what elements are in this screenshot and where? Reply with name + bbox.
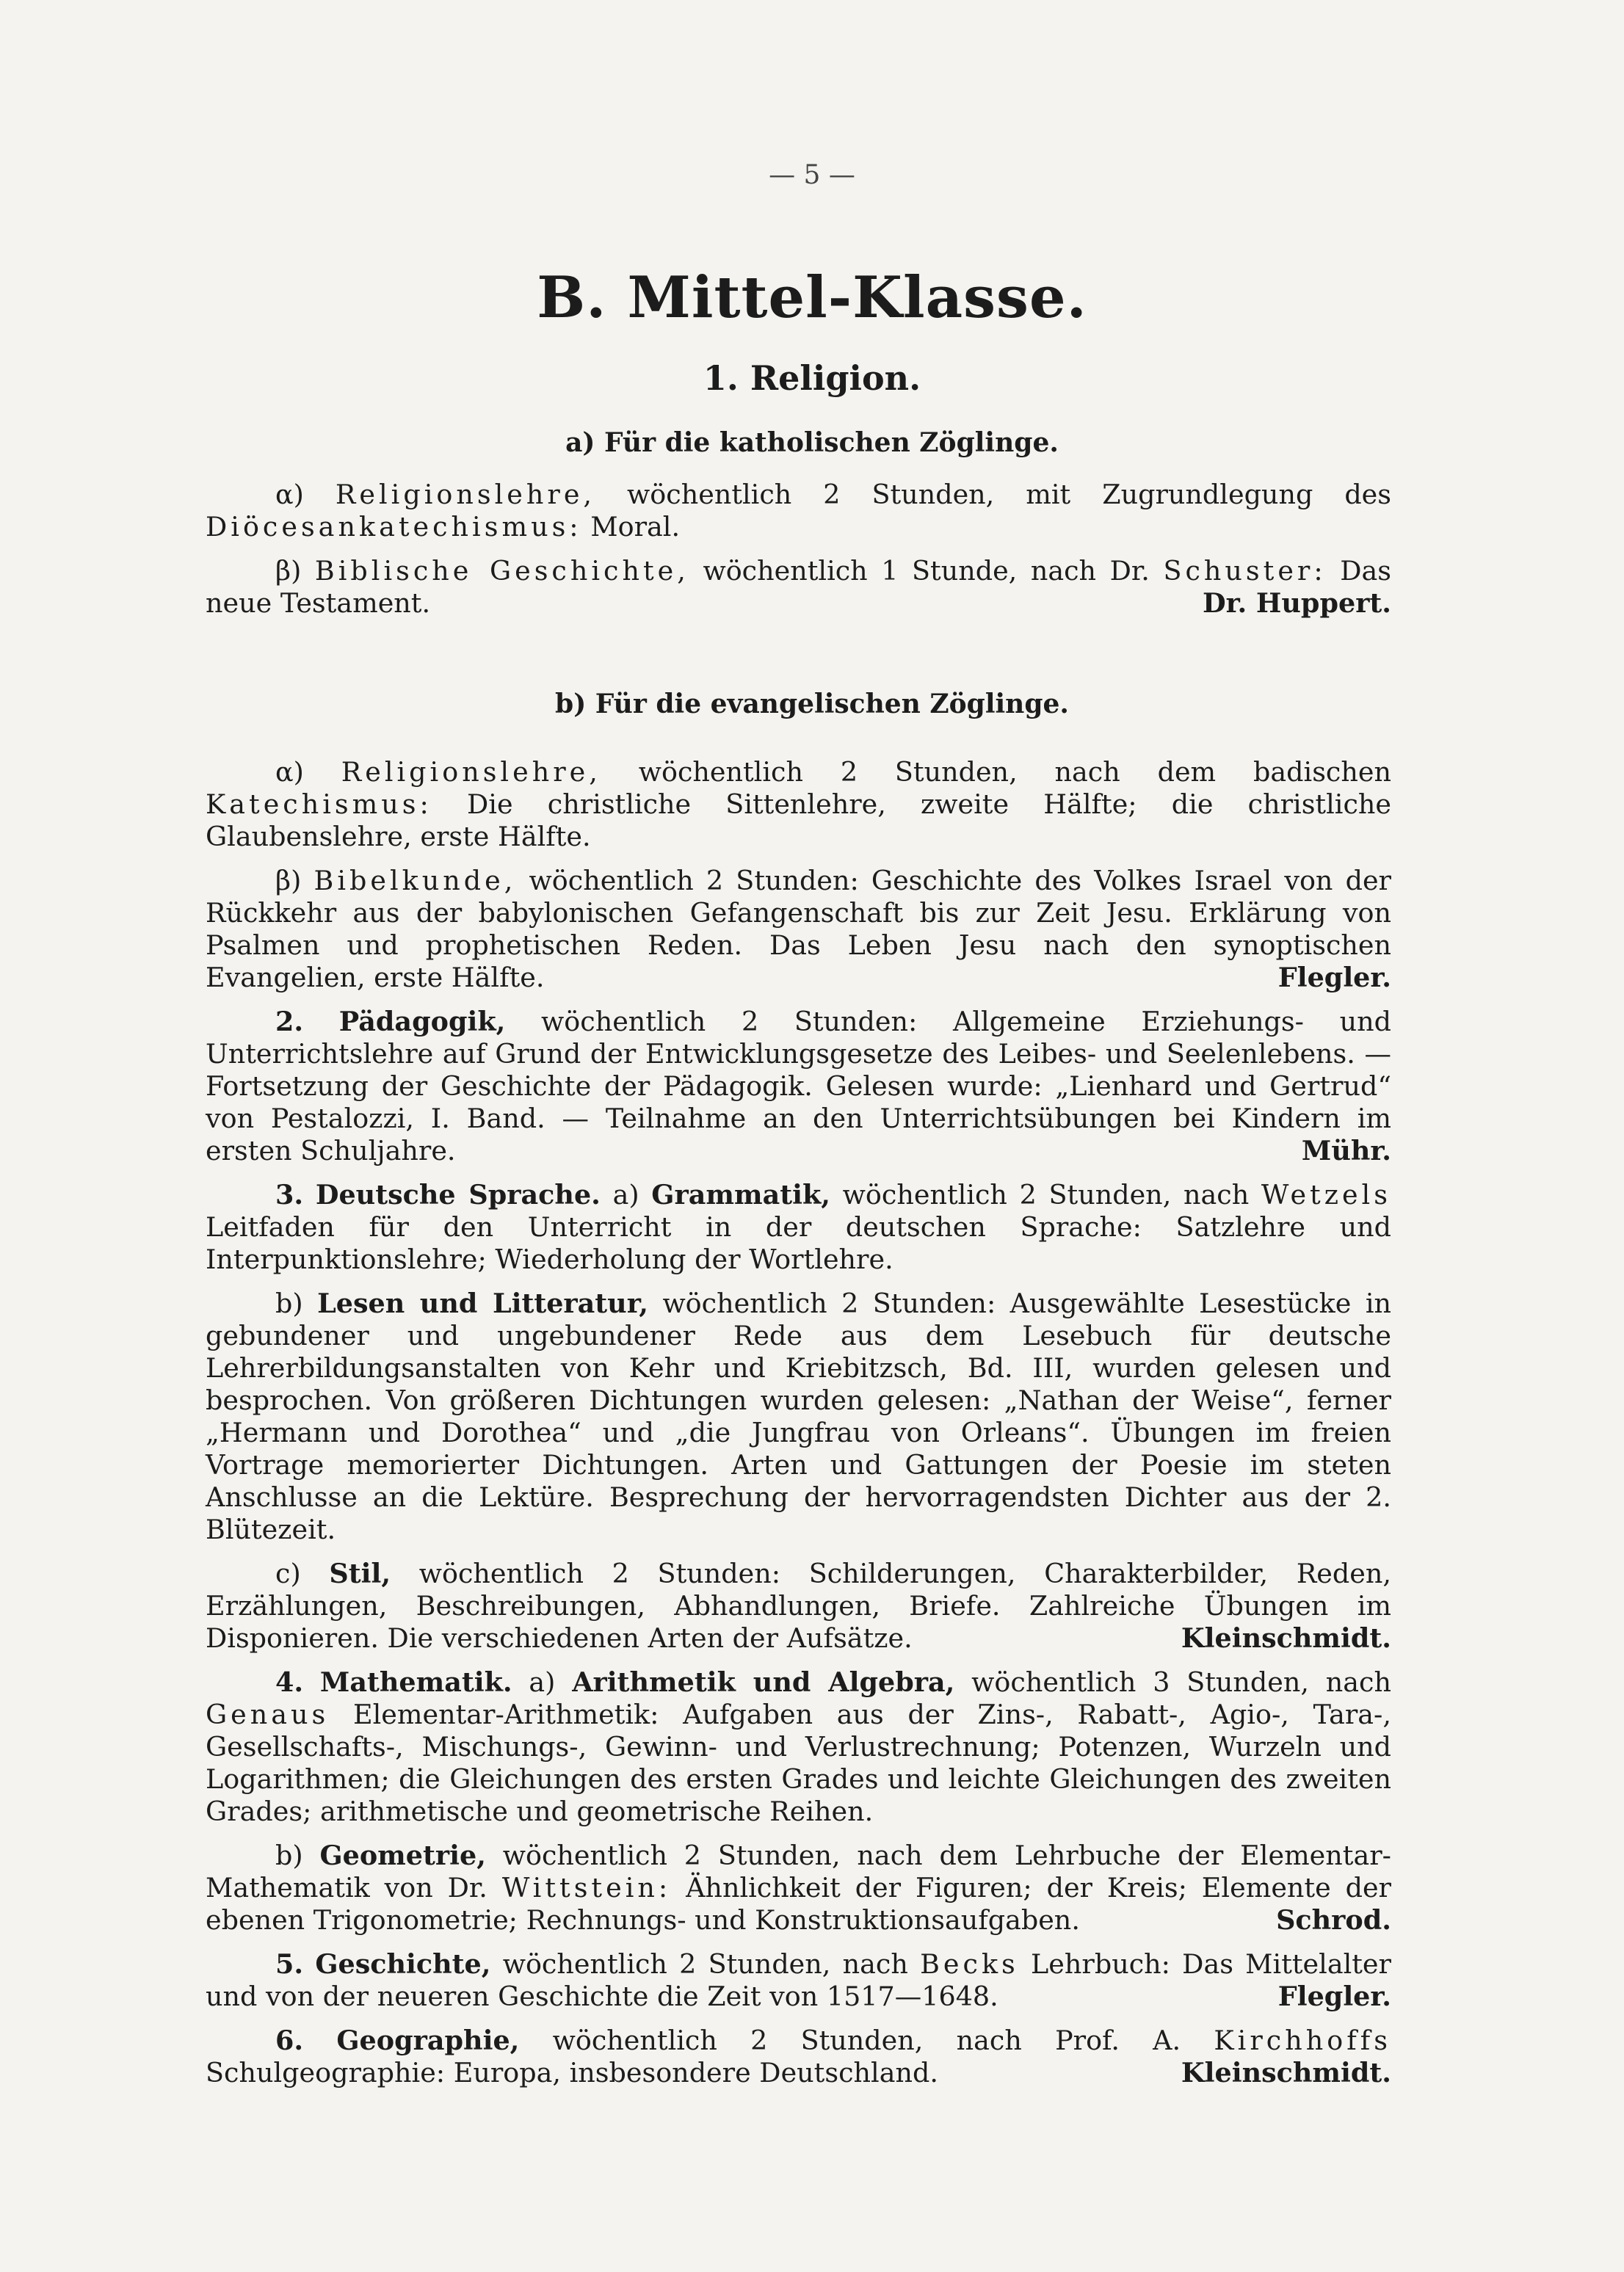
teacher-signature: Schrod.	[1276, 1904, 1391, 1936]
catholic-beta-paragraph	[206, 555, 1391, 620]
teacher-signature: Kleinschmidt.	[1181, 1622, 1391, 1654]
section-number: 3.	[275, 1179, 304, 1211]
page-title: B. Mittel-Klasse.	[537, 264, 1087, 331]
author-name: Kirchhoffs	[1214, 2025, 1391, 2056]
section-number: 2.	[275, 1006, 304, 1037]
catholic-alpha-paragraph	[206, 479, 1391, 543]
beta-label: β)	[275, 555, 302, 587]
main-body	[206, 756, 1391, 2101]
paragraph-text: Leitfaden für den Unterricht in der deutschen Sprache: Satzlehre und Interpunktionslehre; Wiederholung der Wortlehre.	[206, 1211, 1391, 1275]
paragraph-text: wöchentlich 3 Stunden, nach	[971, 1666, 1392, 1698]
paragraph-text: Schulgeographie: Europa, insbesondere Deutschland.	[206, 2057, 938, 2088]
teacher-signature: Dr. Huppert.	[1202, 587, 1391, 619]
paragraph-text: wöchentlich 2 Stunden, nach	[502, 1948, 908, 1980]
beta-label: β)	[275, 865, 302, 896]
item-label: c)	[275, 1558, 301, 1589]
item-heading: Lesen und Litteratur,	[317, 1288, 648, 1319]
religionslehre-term: Religionslehre,	[335, 479, 596, 510]
katechismus-term: Katechismus:	[206, 788, 432, 820]
catholic-subheading: a) Für die katholischen Zöglinge.	[565, 427, 1059, 458]
author-name: Wittstein:	[501, 1872, 672, 1903]
paragraph-text: Die christliche Sittenlehre, zweite Hälfte; die christliche Glaubenslehre, erste Hälfte.	[206, 788, 1392, 852]
author-name: Wetzels	[1261, 1179, 1391, 1211]
teacher-signature: Flegler.	[1277, 962, 1391, 993]
section-number: 4.	[275, 1666, 304, 1698]
section-heading: Pädagogik,	[338, 1006, 506, 1037]
page-number: — 5 —	[769, 160, 855, 190]
author-name: Genaus	[206, 1699, 330, 1730]
alpha-label: α)	[275, 479, 304, 510]
section-heading: Geschichte,	[315, 1948, 491, 1980]
author-name: Schuster:	[1163, 555, 1327, 587]
deutsch-lesen-paragraph	[206, 1288, 1391, 1546]
katechismus-term: Diöcesankatechismus:	[206, 511, 582, 542]
evangelical-alpha-paragraph	[206, 756, 1391, 853]
paragraph-text: wöchentlich 1 Stunde, nach Dr.	[703, 555, 1150, 587]
paragraph-text: wöchentlich 2 Stunden: Ausgewählte Lesestücke in gebundener und ungebundener Rede aus dem Lesebuch für deutsche Lehrerbildungsanstalten von Kehr und Kriebitzsch, Bd. III, wurden gelesen und besprochen. Von größeren Dichtungen wurden gelesen: „Nathan der Weise“, ferner „Hermann und Dorothea“ und „die Jungfrau von Orleans“. Übungen im freien Vortrage memorierter Dichtungen. Arten und Gattungen der Poesie im steten Anschlusse an die Lektüre. Besprechung der hervorragendsten Dichter aus der 2. Blütezeit.	[206, 1288, 1391, 1545]
deutsch-stil-paragraph	[206, 1558, 1391, 1655]
paragraph-text: Ähnlichkeit der Figuren; der Kreis; Elemente der ebenen Trigonometrie; Rechnungs- und Konstruktionsaufgaben.	[206, 1872, 1391, 1936]
section-number: 6.	[275, 2025, 304, 2056]
author-name: Becks	[920, 1948, 1019, 1980]
religionslehre-term: Religionslehre,	[341, 756, 601, 788]
paragraph-text: Elementar-Arithmetik: Aufgaben aus der Zins-, Rabatt-, Agio-, Tara-, Gesellschafts-, Mischungs-, Gewinn- und Verlustrechnung; Potenzen, Wurzeln und Logarithmen; die Gleichungen des ersten Grades und leichte Gleichungen des zweiten Grades; arithmetische und geometrische Reihen.	[206, 1699, 1391, 1827]
item-label: b)	[275, 1840, 303, 1871]
evangelical-beta-paragraph	[206, 865, 1391, 994]
paedagogik-paragraph	[206, 1006, 1391, 1167]
geschichte-paragraph	[206, 1948, 1391, 2013]
paragraph-text: wöchentlich 2 Stunden: Allgemeine Erziehungs- und Unterrichtslehre auf Grund der Entwicklungsgesetze des Leibes- und Seelenlebens. — Fortsetzung der Geschichte der Pädagogik. Gelesen wurde: „Lienhard und Gertrud“ von Pestalozzi, I. Band. — Teilnahme an den Unterrichtsübungen bei Kindern im ersten Schuljahre.	[206, 1006, 1391, 1166]
item-heading: Geometrie,	[319, 1840, 486, 1871]
religion-heading: 1. Religion.	[703, 358, 921, 398]
paragraph-text: wöchentlich 2 Stunden: Schilderungen, Charakterbilder, Reden, Erzählungen, Beschreibungen, Abhandlungen, Briefe. Zahlreiche Übungen im Disponieren. Die verschiedenen Arten der Aufsätze.	[206, 1558, 1391, 1654]
deutsch-grammatik-paragraph	[206, 1179, 1391, 1276]
paragraph-text: wöchentlich 2 Stunden, nach Prof. A.	[552, 2025, 1181, 2056]
mathematik-arithmetik-paragraph	[206, 1666, 1391, 1828]
section-heading: Mathematik.	[319, 1666, 512, 1698]
catholic-section	[206, 479, 1391, 631]
alpha-label: α)	[275, 756, 304, 788]
paragraph-text: Das neue Testament.	[206, 555, 1392, 619]
evangelical-subheading: b) Für die evangelischen Zöglinge.	[555, 689, 1069, 719]
paragraph-text: wöchentlich 2 Stunden, nach dem badischen	[638, 756, 1391, 788]
paragraph-text: wöchentlich 2 Stunden, mit Zugrundlegung des	[627, 479, 1392, 510]
teacher-signature: Mühr.	[1301, 1135, 1391, 1166]
section-heading: Deutsche Sprache.	[315, 1179, 601, 1211]
teacher-signature: Flegler.	[1277, 1981, 1391, 2012]
bibelkunde-term: Bibelkunde,	[313, 865, 517, 896]
paragraph-text: wöchentlich 2 Stunden, nach dem Lehrbuche der Elementar-Mathematik von Dr.	[206, 1840, 1391, 1903]
paragraph-text: Moral.	[590, 511, 681, 542]
geographie-paragraph	[206, 2025, 1391, 2089]
mathematik-geometrie-paragraph	[206, 1840, 1391, 1937]
paragraph-text: Lehrbuch: Das Mittelalter und von der neueren Geschichte die Zeit von 1517—1648.	[206, 1948, 1391, 2012]
item-heading: Arithmetik und Algebra,	[572, 1666, 955, 1698]
paragraph-text: wöchentlich 2 Stunden: Geschichte des Volkes Israel von der Rückkehr aus der babylonischen Gefangenschaft bis zur Zeit Jesu. Erklärung von Psalmen und prophetischen Reden. Das Leben Jesu nach den synoptischen Evangelien, erste Hälfte.	[206, 865, 1392, 993]
section-number: 5.	[275, 1948, 304, 1980]
biblische-geschichte-term: Biblische Geschichte,	[314, 555, 689, 587]
section-heading: Geographie,	[336, 2025, 520, 2056]
item-label: a)	[529, 1666, 556, 1698]
item-heading: Grammatik,	[651, 1179, 830, 1211]
item-heading: Stil,	[329, 1558, 391, 1589]
item-label: a)	[612, 1179, 639, 1211]
item-label: b)	[275, 1288, 303, 1319]
paragraph-text: wöchentlich 2 Stunden, nach	[842, 1179, 1250, 1211]
teacher-signature: Kleinschmidt.	[1181, 2057, 1391, 2088]
